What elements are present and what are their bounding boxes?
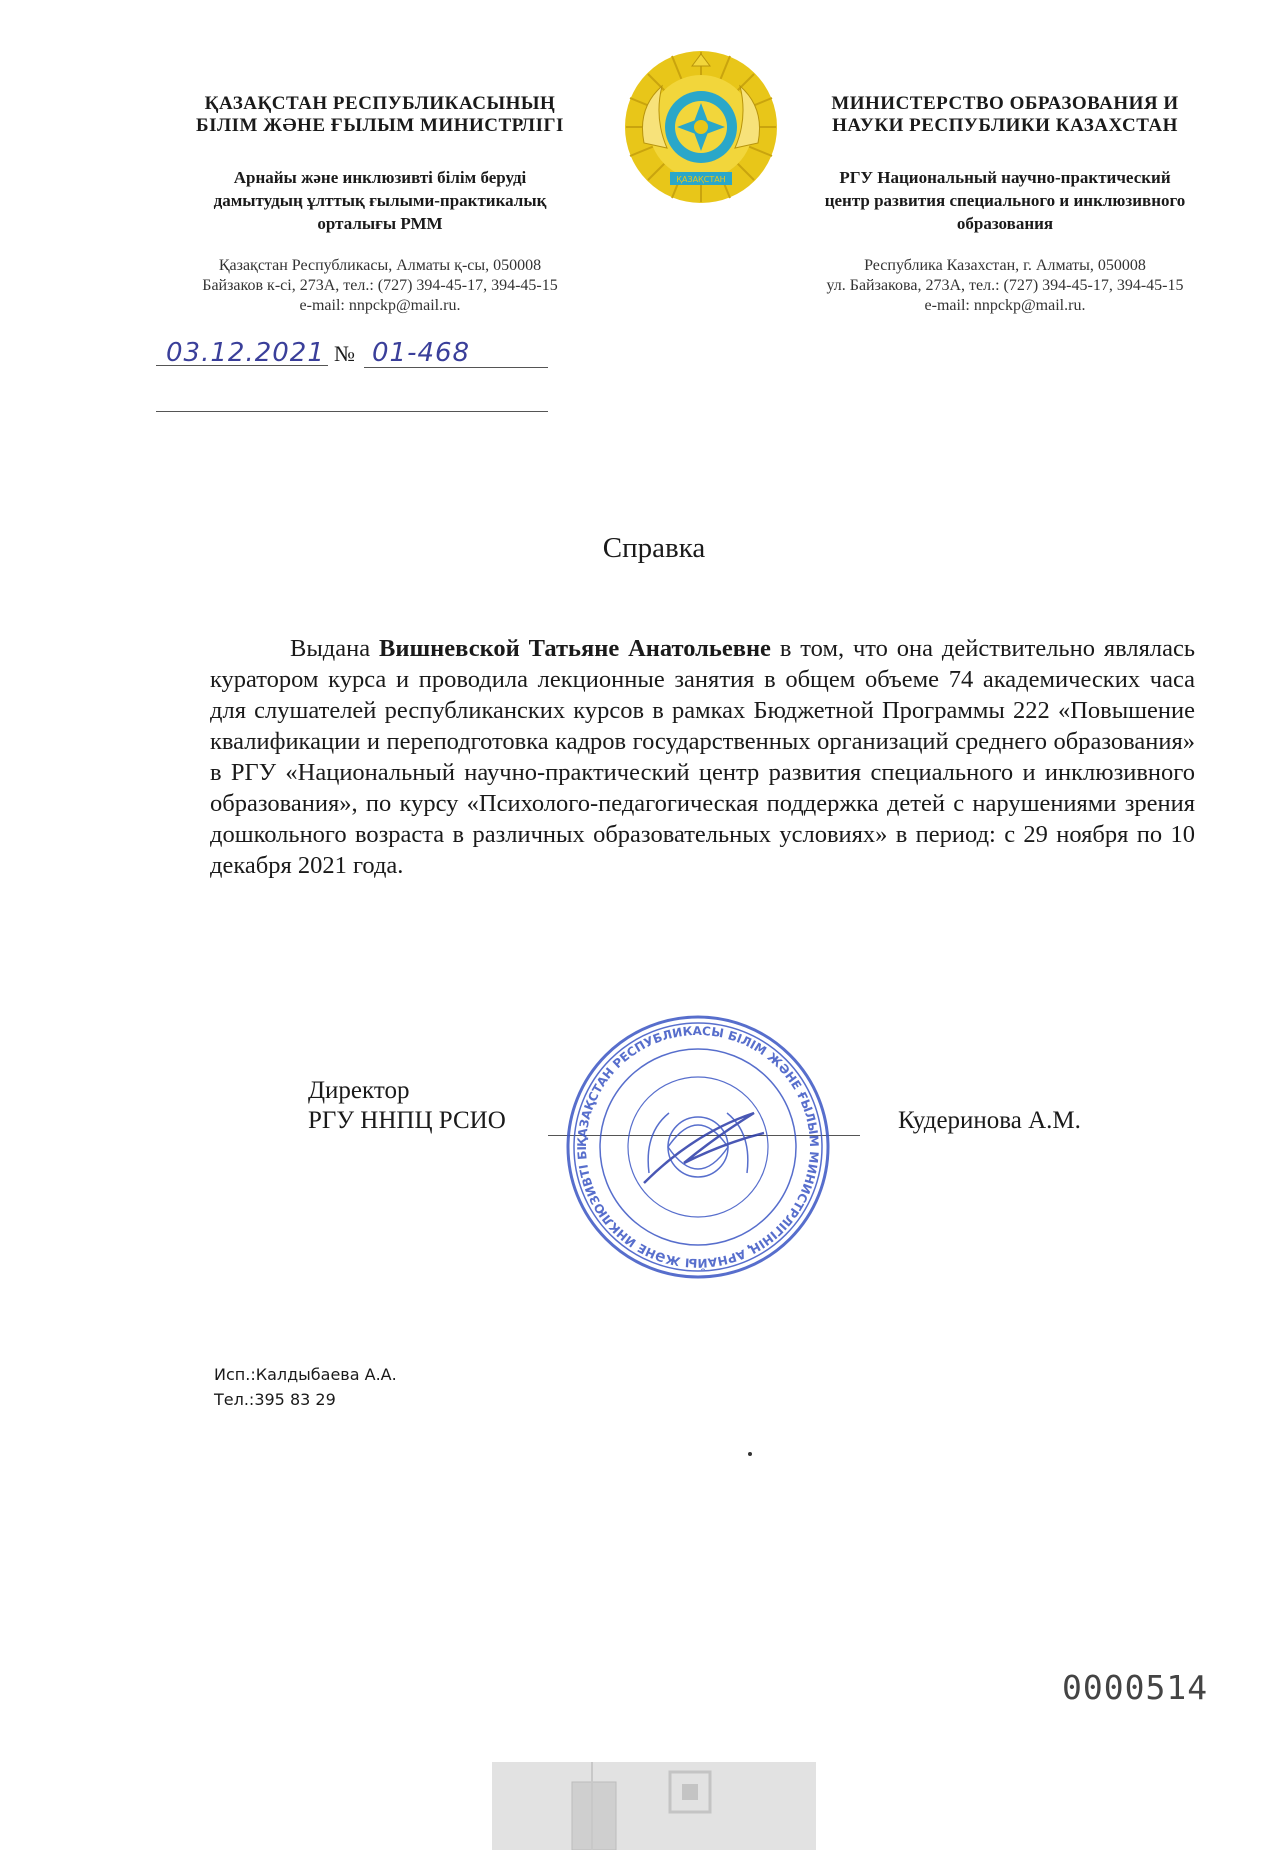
right-ministry-line2: НАУКИ РЕСПУБЛИКИ КАЗАХСТАН: [832, 115, 1178, 136]
left-ministry-name: [150, 93, 610, 137]
right-ministry-name: [770, 93, 1240, 137]
right-org-line3: образования: [956, 214, 1054, 233]
executor-name: Исп.:Калдыбаева А.А.: [214, 1365, 397, 1384]
security-pattern-icon: [492, 1762, 816, 1850]
recipient-name: Вишневской Татьяне Анатольевне: [379, 635, 771, 662]
official-stamp: [564, 1013, 832, 1281]
stamp-ring-text: ҚАЗАҚСТАН РЕСПУБЛИКАСЫ БІЛІМ ЖӘНЕ ҒЫЛЫМ МИНИСТРЛІГІНІҢ АРНАЙЫ ЖӘНЕ ИНКЛЮЗИВТІ БІ: [574, 1023, 822, 1271]
right-addr-line1: Республика Казахстан, г. Алматы, 050008: [864, 257, 1146, 274]
right-addr-line2: ул. Байзакова, 273А, тел.: (727) 394-45-17, 394-45-15: [826, 277, 1184, 294]
executor-phone: Тел.:395 83 29: [214, 1390, 336, 1409]
left-org-line1: Арнайы және инклюзивті білім беруді: [233, 168, 527, 187]
signer-name: Кудеринова А.М.: [898, 1107, 1081, 1134]
left-ministry-line1: ҚАЗАҚСТАН РЕСПУБЛИКАСЫНЫҢ: [204, 93, 556, 114]
right-ministry-line1: МИНИСТЕРСТВО ОБРАЗОВАНИЯ И: [831, 93, 1179, 114]
speck: [748, 1452, 752, 1456]
number-underline: [364, 367, 548, 368]
body-text: в том, что она действительно являлась куратором курса и проводила лекционные занятия в общем объеме 74 академических часа для слушателей республиканских курсов в рамках Бюджетной Программы 222 «Повышение квалификации и переподготовка кадров государственных организаций среднего образования» в РГУ «Национальный научно-практический центр развития специального и инклюзивного образования», по курсу «Психолого-педагогическая поддержка детей с нарушениями зрения дошкольного возраста в различных образовательных условиях» в период: с 29 ноября по 10 декабря 2021 года.: [210, 635, 1196, 879]
left-addr-line3: e-mail: nnpckp@mail.ru.: [299, 297, 461, 314]
signer-position-line1: Директор: [308, 1077, 410, 1104]
left-addr-line1: Қазақстан Республикасы, Алматы қ-сы, 050008: [218, 257, 542, 274]
signer-position-line2: РГУ ННПЦ РСИО: [308, 1107, 506, 1134]
serial-number: 0000514: [1062, 1668, 1209, 1707]
reference-date: 03.12.2021: [166, 338, 325, 368]
body-intro: Выдана: [290, 635, 371, 662]
state-emblem: [622, 48, 780, 206]
left-org-line2: дамытудың ұлттық ғылыми-практикалық: [213, 191, 547, 210]
left-addr-line2: Байзаков к-сі, 273А, тел.: (727) 394-45-17, 394-45-15: [202, 277, 558, 294]
security-strip: [492, 1762, 816, 1850]
number-sign: №: [334, 341, 355, 366]
reference-blank-line: [156, 411, 548, 412]
emblem-banner-text: ҚАЗАҚСТАН: [676, 175, 726, 184]
executor-info: [214, 1362, 397, 1412]
state-emblem-icon: [622, 48, 780, 206]
document-title: Справка: [602, 532, 706, 564]
right-org-line2: центр развития специального и инклюзивного: [824, 191, 1186, 210]
left-address: [150, 256, 610, 316]
right-address: [770, 256, 1240, 316]
official-stamp-icon: [564, 1013, 832, 1281]
document-body: [210, 633, 1195, 881]
left-org-line3: орталығы РММ: [317, 214, 443, 233]
date-underline: [156, 365, 328, 366]
right-org-name: [770, 166, 1240, 235]
signer-position: [308, 1076, 506, 1136]
reference-number: 01-468: [372, 338, 471, 368]
right-addr-line3: e-mail: nnpckp@mail.ru.: [924, 297, 1086, 314]
left-org-name: [150, 166, 610, 235]
left-ministry-line2: БІЛІМ ЖӘНЕ ҒЫЛЫМ МИНИСТРЛІГІ: [196, 115, 564, 136]
right-org-line1: РГУ Национальный научно-практический: [839, 168, 1171, 187]
